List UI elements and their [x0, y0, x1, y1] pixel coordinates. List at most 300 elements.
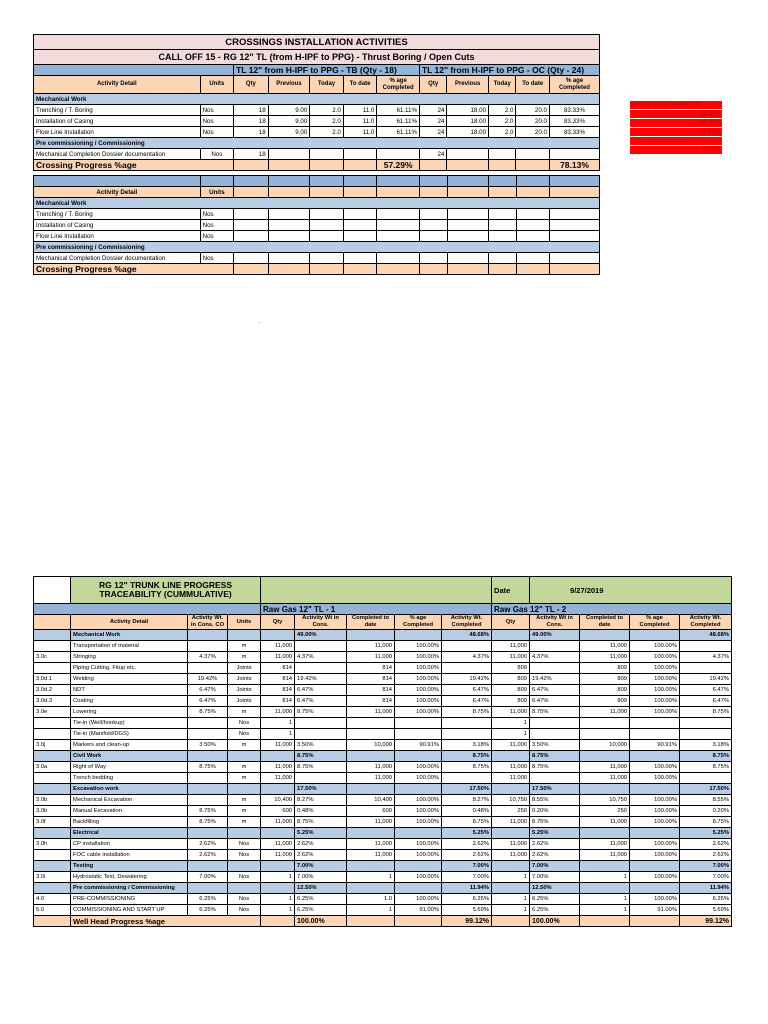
row-cell: 11,000 — [492, 773, 530, 784]
row-cell: 8.75% — [295, 707, 347, 718]
row-cell: 11,000 — [261, 773, 295, 784]
row-cell: 1 — [261, 905, 295, 916]
well-head-progress-label: Well Head Progress %age — [71, 916, 261, 927]
row-cell: 11,000 — [492, 652, 530, 663]
row-cell: 7.00% — [442, 861, 492, 872]
table-row — [34, 707, 732, 718]
row-code: 3.0a — [34, 762, 71, 773]
row-cell: 8.75% — [442, 751, 492, 762]
row-cell: 100.00% — [395, 707, 442, 718]
row-cell: 809 — [492, 696, 530, 707]
row-cell: 11,000 — [347, 652, 395, 663]
row-cell: 8.55% — [530, 795, 580, 806]
footer-completed-tl2: 99.12% — [680, 916, 732, 927]
row-code: 3.0d.2 — [34, 685, 71, 696]
row-cell: 8.75% — [442, 817, 492, 828]
row-cell — [630, 630, 680, 641]
col-header: Today — [310, 76, 344, 94]
col-header: Activity Wt. Completed — [442, 615, 492, 630]
row-cell: m — [228, 762, 261, 773]
row-cell: 100.00% — [395, 850, 442, 861]
row-cell: 12.50% — [295, 883, 347, 894]
row-cell: 19.42% — [680, 674, 732, 685]
row-cell: 814 — [347, 696, 395, 707]
row-cell — [261, 751, 295, 762]
row-cell — [295, 773, 347, 784]
row-cell: 1 — [261, 729, 295, 740]
row-cell: 1 — [347, 905, 395, 916]
row-cell: 1 — [261, 718, 295, 729]
col-header: Units — [228, 615, 261, 630]
row-cell: 6.25% — [295, 905, 347, 916]
row-activity: Coating — [71, 696, 188, 707]
row-code — [34, 718, 71, 729]
row-cell: 11,000 — [580, 707, 630, 718]
row-cell: 0.48% — [442, 806, 492, 817]
row-cell: 8.75% — [442, 762, 492, 773]
row-cell: 2.62% — [442, 850, 492, 861]
row-cell — [347, 729, 395, 740]
row-code — [34, 784, 71, 795]
row-cell: 1 — [580, 905, 630, 916]
row-cell: 11,000 — [580, 652, 630, 663]
row-cell: 250 — [580, 806, 630, 817]
row-cell — [530, 729, 580, 740]
row-cell: 11,000 — [580, 762, 630, 773]
row-cell: 17.50% — [530, 784, 580, 795]
row-activity: Backfilling — [71, 817, 188, 828]
table-row — [34, 740, 732, 751]
trunkline-table — [33, 576, 732, 927]
table-row — [34, 729, 732, 740]
row-cell: 100.00% — [395, 652, 442, 663]
row-cell: 11,000 — [261, 652, 295, 663]
row-activity: Testing — [71, 861, 188, 872]
row-code: 3.0f — [34, 817, 71, 828]
row-cell — [347, 784, 395, 795]
col-header: Completed to date — [347, 615, 395, 630]
row-code — [34, 630, 71, 641]
col-header: % age Completed — [630, 615, 680, 630]
row-cell: 100.00% — [395, 839, 442, 850]
row-cell: 8.75% — [530, 817, 580, 828]
row-cell: Nos — [228, 894, 261, 905]
group-header-tl2: Raw Gas 12" TL - 2 — [492, 604, 732, 615]
col-header: % age Completed — [549, 76, 599, 94]
row-cell: 100.00% — [630, 894, 680, 905]
row-cell: 11,000 — [347, 817, 395, 828]
section-precommissioning: Pre commissioning / Commissioning — [34, 242, 600, 253]
row-cell — [395, 718, 442, 729]
row-cell: 100.00% — [395, 663, 442, 674]
row-cell: 100.00% — [630, 872, 680, 883]
row-cell: 49.00% — [530, 630, 580, 641]
row-activity: Pre commissioning / Commissioning — [71, 883, 188, 894]
row-cell: 100.00% — [630, 795, 680, 806]
row-activity: Hydrostatic Test, Dewatering — [71, 872, 188, 883]
row-cell: 10,000 — [347, 740, 395, 751]
row-activity: Right of Way — [71, 762, 188, 773]
row-cell: 100.00% — [395, 762, 442, 773]
table-row — [34, 817, 732, 828]
row-cell: 11,000 — [261, 641, 295, 652]
row-cell: 6.25% — [188, 905, 228, 916]
col-header: Qty — [234, 76, 269, 94]
activity-weight-value: 37.50% — [630, 128, 722, 137]
row-cell — [492, 630, 530, 641]
row-code: 3.0b — [34, 795, 71, 806]
row-code — [34, 663, 71, 674]
row-cell: 11,000 — [492, 850, 530, 861]
row-code: 4.0 — [34, 894, 71, 905]
row-cell — [680, 641, 732, 652]
section-mechanical: Mechanical Work — [34, 198, 600, 209]
row-cell: m — [228, 641, 261, 652]
row-cell: 6.47% — [188, 696, 228, 707]
section-row — [34, 861, 732, 872]
row-cell — [261, 784, 295, 795]
row-cell: 6.47% — [530, 696, 580, 707]
row-cell: 11,000 — [347, 850, 395, 861]
row-cell: 100.00% — [630, 641, 680, 652]
row-cell: 2.62% — [188, 850, 228, 861]
section-row — [34, 828, 732, 839]
row-cell — [442, 773, 492, 784]
table-row: Trenching / T. Boring Nos 18 9.00 2.0 11.0 61.11% 24 18.00 2.0 20.0 83.33% — [34, 105, 600, 116]
row-cell — [530, 773, 580, 784]
row-cell: 100.00% — [395, 894, 442, 905]
row-cell — [492, 751, 530, 762]
section-row — [34, 883, 732, 894]
row-cell — [680, 663, 732, 674]
row-cell — [188, 883, 228, 894]
col-header: Units — [200, 187, 234, 198]
row-cell: 100.00% — [395, 696, 442, 707]
row-activity: COMMISSIONING AND START UP — [71, 905, 188, 916]
row-cell: 2.62% — [295, 839, 347, 850]
row-cell: 10,750 — [580, 795, 630, 806]
row-cell: 6.25% — [295, 894, 347, 905]
row-cell: 100.00% — [395, 773, 442, 784]
row-cell: 5.25% — [680, 828, 732, 839]
row-cell: 19.42% — [295, 674, 347, 685]
row-cell — [580, 751, 630, 762]
row-code: 3.0d.1 — [34, 674, 71, 685]
row-cell: 100.00% — [630, 652, 680, 663]
row-cell: 6.47% — [442, 696, 492, 707]
row-cell: Joints — [228, 685, 261, 696]
row-cell: 814 — [347, 685, 395, 696]
row-cell: 8.75% — [530, 751, 580, 762]
row-cell — [580, 883, 630, 894]
row-cell: 8.75% — [680, 817, 732, 828]
row-cell — [395, 883, 442, 894]
row-cell — [395, 729, 442, 740]
row-cell: 8.75% — [680, 707, 732, 718]
row-cell: 11,000 — [492, 740, 530, 751]
row-cell — [228, 751, 261, 762]
table-row — [34, 806, 732, 817]
row-cell — [630, 784, 680, 795]
row-cell: 17.50% — [680, 784, 732, 795]
row-activity: NDT — [71, 685, 188, 696]
row-code — [34, 883, 71, 894]
row-cell: 48.68% — [680, 630, 732, 641]
row-cell: 6.47% — [680, 685, 732, 696]
row-cell: 7.00% — [680, 861, 732, 872]
section-row — [34, 784, 732, 795]
group-header-oc: TL 12" from H-IPF to PPG - OC (Qty - 24) — [419, 65, 599, 76]
row-cell: 8.55% — [680, 795, 732, 806]
row-cell: Joints — [228, 674, 261, 685]
row-cell: 7.00% — [188, 872, 228, 883]
row-cell — [261, 883, 295, 894]
table-row — [34, 762, 732, 773]
row-cell: 11,000 — [347, 641, 395, 652]
row-cell: 91.00% — [395, 905, 442, 916]
col-header: To date — [516, 76, 550, 94]
row-cell — [442, 729, 492, 740]
col-header: Today — [489, 76, 516, 94]
row-cell: 100.00% — [395, 817, 442, 828]
row-cell: 11,000 — [261, 850, 295, 861]
row-cell: Nos — [228, 850, 261, 861]
row-cell: 3.18% — [680, 740, 732, 751]
row-cell — [295, 718, 347, 729]
row-cell — [492, 784, 530, 795]
row-cell: Nos — [228, 905, 261, 916]
row-cell — [630, 883, 680, 894]
row-cell: 8.27% — [295, 795, 347, 806]
row-cell — [630, 828, 680, 839]
table-row — [34, 894, 732, 905]
row-cell: 1 — [261, 872, 295, 883]
row-cell: 2.62% — [442, 839, 492, 850]
row-cell: 8.75% — [295, 751, 347, 762]
row-code — [34, 828, 71, 839]
row-cell: 809 — [580, 696, 630, 707]
row-cell: 809 — [580, 674, 630, 685]
crossings-title: CROSSINGS INSTALLATION ACTIVITIES — [34, 35, 600, 50]
row-cell — [188, 784, 228, 795]
row-cell — [530, 641, 580, 652]
row-cell — [347, 751, 395, 762]
row-cell: 11,000 — [347, 773, 395, 784]
row-cell: 11,000 — [347, 762, 395, 773]
crossing-progress-label: Crossing Progress %age — [34, 160, 234, 171]
row-cell — [228, 828, 261, 839]
row-activity: Lowering — [71, 707, 188, 718]
table-row — [34, 652, 732, 663]
row-cell: 809 — [580, 685, 630, 696]
row-code: 3.0i — [34, 872, 71, 883]
row-cell: 100.00% — [630, 696, 680, 707]
row-cell: Joints — [228, 663, 261, 674]
row-cell — [295, 729, 347, 740]
row-activity: FOC cable installation — [71, 850, 188, 861]
row-cell: 11,000 — [492, 707, 530, 718]
row-cell: Nos — [228, 718, 261, 729]
row-cell — [530, 663, 580, 674]
row-cell — [347, 718, 395, 729]
row-cell — [228, 784, 261, 795]
row-cell: 5.25% — [295, 828, 347, 839]
activity-weight-value: 6.00% — [630, 146, 722, 155]
row-cell — [580, 861, 630, 872]
row-cell: 1.0 — [347, 894, 395, 905]
row-cell: 8.75% — [680, 751, 732, 762]
activity-weight-value: 38.11% — [630, 110, 722, 119]
row-cell: 5.25% — [442, 828, 492, 839]
row-cell: 100.00% — [395, 685, 442, 696]
footer-wt-tl1: 100.00% — [295, 916, 347, 927]
row-cell: 10,400 — [347, 795, 395, 806]
row-cell: 90.91% — [395, 740, 442, 751]
row-code: 3.0c — [34, 652, 71, 663]
row-cell: 11,000 — [261, 707, 295, 718]
section-row — [34, 751, 732, 762]
row-cell: 6.25% — [442, 894, 492, 905]
row-cell: 8.75% — [442, 707, 492, 718]
row-code — [34, 641, 71, 652]
row-cell: 8.75% — [530, 707, 580, 718]
row-cell: 809 — [492, 663, 530, 674]
row-activity: PRE-COMMISSIONING — [71, 894, 188, 905]
table-row: Flow Line Installation Nos — [34, 231, 600, 242]
row-activity: Transportation of material — [71, 641, 188, 652]
row-cell — [492, 828, 530, 839]
footer-wt-tl2: 100.00% — [530, 916, 580, 927]
row-cell: 8.75% — [295, 762, 347, 773]
row-cell — [188, 630, 228, 641]
row-cell: 100.00% — [630, 707, 680, 718]
table-row: Mechanical Completion Dossier documentation Nos 18 24 — [34, 149, 600, 160]
table-row: Trenching / T. Boring Nos — [34, 209, 600, 220]
row-cell: m — [228, 795, 261, 806]
row-cell: 11,000 — [261, 740, 295, 751]
row-cell — [188, 795, 228, 806]
row-activity: Mechanical Excavation — [71, 795, 188, 806]
row-cell: 4.37% — [295, 652, 347, 663]
row-cell: 11,000 — [492, 839, 530, 850]
row-cell: 12.50% — [530, 883, 580, 894]
col-header: Qty — [419, 76, 446, 94]
row-cell — [261, 630, 295, 641]
row-cell: 11,000 — [580, 641, 630, 652]
row-cell: 19.42% — [530, 674, 580, 685]
row-cell: 100.00% — [630, 817, 680, 828]
col-header: Qty — [261, 615, 295, 630]
row-cell — [295, 641, 347, 652]
row-cell — [630, 729, 680, 740]
row-cell: 100.00% — [630, 850, 680, 861]
row-cell: 8.75% — [530, 762, 580, 773]
col-header: Previous — [447, 76, 489, 94]
row-cell: 1 — [580, 894, 630, 905]
section-precommissioning: Pre commissioning / Commissioning — [34, 138, 600, 149]
row-cell: 600 — [261, 806, 295, 817]
date-value: 9/27/2019 — [530, 577, 732, 604]
row-cell: 814 — [347, 663, 395, 674]
col-header: To date — [343, 76, 377, 94]
row-cell: 8.75% — [188, 806, 228, 817]
row-cell: 3.50% — [530, 740, 580, 751]
row-cell: 11,000 — [580, 817, 630, 828]
row-cell — [261, 828, 295, 839]
row-activity: CP installation — [71, 839, 188, 850]
row-cell — [228, 861, 261, 872]
row-cell — [580, 828, 630, 839]
row-cell — [188, 641, 228, 652]
row-cell — [630, 751, 680, 762]
row-cell: 3.50% — [295, 740, 347, 751]
activity-weight-box — [630, 101, 722, 155]
row-cell: m — [228, 806, 261, 817]
row-code: 3.0b — [34, 806, 71, 817]
table-row — [34, 839, 732, 850]
row-cell: 7.00% — [295, 872, 347, 883]
table-row: Mechanical Completion Dossier documentation Nos — [34, 253, 600, 264]
row-code — [34, 850, 71, 861]
row-cell — [492, 861, 530, 872]
col-header: Completed to date — [580, 615, 630, 630]
row-cell: 8.75% — [188, 707, 228, 718]
row-cell: 11,000 — [580, 773, 630, 784]
row-cell: 91.00% — [630, 905, 680, 916]
row-cell — [680, 718, 732, 729]
row-cell: 11,000 — [492, 762, 530, 773]
row-cell — [580, 784, 630, 795]
col-header: % age Completed — [377, 76, 420, 94]
activity-weight-value — [630, 137, 722, 146]
row-activity: Excavation work — [71, 784, 188, 795]
row-code — [34, 729, 71, 740]
row-cell: 1 — [492, 718, 530, 729]
row-cell: 5.69% — [680, 905, 732, 916]
row-cell — [580, 718, 630, 729]
col-header: % age Completed — [395, 615, 442, 630]
row-cell: Nos — [228, 729, 261, 740]
row-cell — [442, 663, 492, 674]
row-cell: Nos — [228, 872, 261, 883]
row-cell — [228, 630, 261, 641]
table-row — [34, 718, 732, 729]
crossings-table — [33, 34, 600, 171]
row-cell: 100.00% — [630, 839, 680, 850]
row-cell: 11,000 — [580, 850, 630, 861]
row-cell: 0.20% — [680, 806, 732, 817]
row-cell: 100.00% — [630, 773, 680, 784]
row-activity: Welding — [71, 674, 188, 685]
row-cell: 8.75% — [680, 762, 732, 773]
row-cell: 6.47% — [442, 685, 492, 696]
row-cell: 6.25% — [680, 894, 732, 905]
row-activity: Piping Cutting, Fitup etc. — [71, 663, 188, 674]
row-cell: 4.37% — [188, 652, 228, 663]
col-header: Qty — [492, 615, 530, 630]
table-row — [34, 641, 732, 652]
row-cell — [630, 861, 680, 872]
col-header: Units — [200, 76, 234, 94]
row-cell: m — [228, 707, 261, 718]
row-cell: 2.62% — [680, 839, 732, 850]
row-cell — [347, 861, 395, 872]
row-cell — [395, 828, 442, 839]
row-cell: m — [228, 817, 261, 828]
row-cell: 814 — [261, 674, 295, 685]
row-cell: 1 — [580, 872, 630, 883]
row-activity: Trench bedding — [71, 773, 188, 784]
